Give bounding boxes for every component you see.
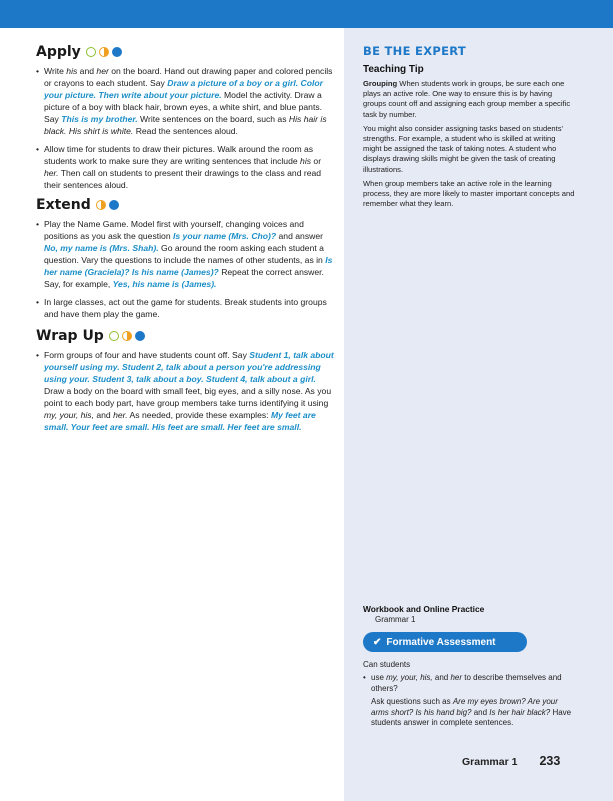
text-run: Go around the room asking each student a question. Vary the questions to include the names of other students, as in (44, 243, 326, 265)
apply-bullet-1 (36, 65, 334, 137)
workbook-section (363, 604, 575, 729)
level-half-circle-icon (122, 331, 132, 341)
text-run: Repeat the correct answer. Say, for example, (44, 267, 324, 289)
text-run: Allow time for students to draw their pictures. Walk around the room as students work to make sure they are writing sentences that include (44, 144, 314, 166)
extend-heading (36, 197, 334, 213)
teaching-tip-title: Teaching Tip (363, 64, 424, 75)
level-full-circle-icon (135, 331, 145, 341)
text-run: In large classes, act out the game for students. Break students into groups and have them play the game. (44, 297, 327, 319)
text-run: Is her hair black? (489, 707, 551, 717)
text-run: her (450, 673, 463, 682)
wrapup-heading (36, 328, 334, 344)
text-run: his (66, 66, 78, 76)
text-run: to describe themselves and others? (371, 673, 562, 693)
text-run: use (371, 673, 387, 682)
formative-assessment-label: Formative Assessment (386, 636, 496, 648)
text-run: Write (44, 66, 67, 76)
text-run: Student 1, talk about yourself using my. Student 2, talk about a person you're addressing using your. Student 3, talk about a boy. Student 4, talk about a girl. (44, 350, 334, 384)
level-full-circle-icon (109, 200, 119, 210)
formative-bullet-1-text (371, 673, 562, 693)
text-run: Form groups of four and have students count off. Say (44, 350, 250, 360)
apply-title: Apply (36, 44, 81, 60)
workbook-title: Workbook and Online Practice (363, 604, 485, 614)
text-run: His hair is black. His shirt is white. (44, 114, 327, 136)
extend-title: Extend (36, 197, 91, 213)
text-run: and answer (276, 231, 323, 241)
text-run: No, my name is (Mrs. Shah). (44, 243, 159, 253)
formative-assessment-banner (363, 632, 527, 652)
text-run: Are my eyes brown? Are your arms short? Is his hand big? (371, 697, 558, 717)
text-run: Is her name (Graciela)? Is his name (James)? (44, 255, 333, 277)
text-run: his (300, 156, 312, 166)
text-run: and (93, 410, 114, 420)
level-full-circle-icon (112, 47, 122, 57)
text-run: my, your, his, (44, 410, 94, 420)
text-run: My feet are small. Your feet are small. His feet are small. Her feet are small. (44, 410, 316, 432)
text-run: her. (113, 410, 128, 420)
text-run: Write sentences on the board, such as (137, 114, 289, 124)
page-footer (462, 754, 560, 768)
level-empty-circle-icon (109, 331, 119, 341)
expert-paragraph-2: You might also consider assigning tasks based on students' strengths. For example, a student who is skilled at writing might be assigned the task of taking notes. A student who displays drawing skills might be given the task of creating illustrations. (363, 123, 563, 174)
text-run: Is your name (Mrs. Cho)? (173, 231, 277, 241)
text-run: Model the activity. Draw a picture of a boy with black hair, brown eyes, a white shirt, and blue pants. Say (44, 90, 323, 124)
text-run: Yes, his name is (James). (112, 279, 217, 289)
be-the-expert-title: BE THE EXPERT (363, 44, 467, 58)
top-color-bar (0, 0, 613, 28)
apply-bullet-2 (36, 143, 334, 191)
text-run: and (432, 673, 451, 682)
text-run: on the board. Hand out drawing paper and colored pencils or crayons to each student. Say (44, 66, 333, 88)
text-run: Then call on students to present their drawings to the class and read their sentences aloud. (44, 168, 322, 190)
page-number: 233 (539, 754, 561, 768)
wrapup-bullet-1 (36, 349, 334, 433)
text-run: and (471, 707, 490, 717)
can-students-label: Can students (363, 660, 411, 669)
apply-heading (36, 44, 334, 60)
text-run: and (77, 66, 97, 76)
footer-section-label: Grammar 1 (462, 756, 518, 768)
text-run: her. (44, 168, 59, 178)
text-run: As needed, provide these examples: (127, 410, 271, 420)
formative-bullet-1 (363, 673, 575, 729)
wrapup-title: Wrap Up (36, 328, 104, 344)
level-empty-circle-icon (86, 47, 96, 57)
level-half-circle-icon (99, 47, 109, 57)
text-run: my, your, his, (386, 673, 433, 682)
level-half-circle-icon (96, 200, 106, 210)
workbook-subtitle: Grammar 1 (375, 615, 416, 624)
expert-paragraph-1-text: When students work in groups, be sure each one plays an active role. One way to ensure this is by having groups count off and assigning each group member a specific task by number. (363, 79, 571, 119)
apply-list (36, 65, 334, 191)
text-run: Play the Name Game. Model first with yourself, changing voices and positions as you ask the question (44, 219, 304, 241)
text-run: Draw a body on the board with small feet, big eyes, and a silly nose. As you point to each body part, have group members take turns identifying it using (44, 386, 332, 408)
text-run: Have students answer in complete sentences. (371, 707, 572, 727)
text-run: Read the sentences aloud. (133, 126, 238, 136)
be-the-expert-box (363, 44, 575, 209)
extend-list (36, 218, 334, 320)
extend-bullet-1 (36, 218, 334, 290)
wrapup-list (36, 349, 334, 433)
expert-paragraph-3: When group members take an active role in the learning process, they are more likely to master important concepts and remember what they learn. (363, 178, 575, 209)
check-icon: ✔ (373, 636, 382, 648)
expert-paragraph-1 (363, 79, 575, 120)
text-run: or (311, 156, 322, 166)
text-run: Draw a picture of a boy or a girl. Color your picture. Then write about your picture. (44, 78, 323, 100)
extend-bullet-2 (36, 296, 334, 320)
formative-bullet-1-followup (371, 697, 575, 729)
text-run: her (96, 66, 109, 76)
formative-list (363, 673, 575, 729)
text-run: This is my brother. (61, 114, 138, 124)
main-column (36, 44, 334, 439)
text-run: Ask questions such as (371, 697, 453, 706)
grouping-lead: Grouping (363, 79, 398, 88)
